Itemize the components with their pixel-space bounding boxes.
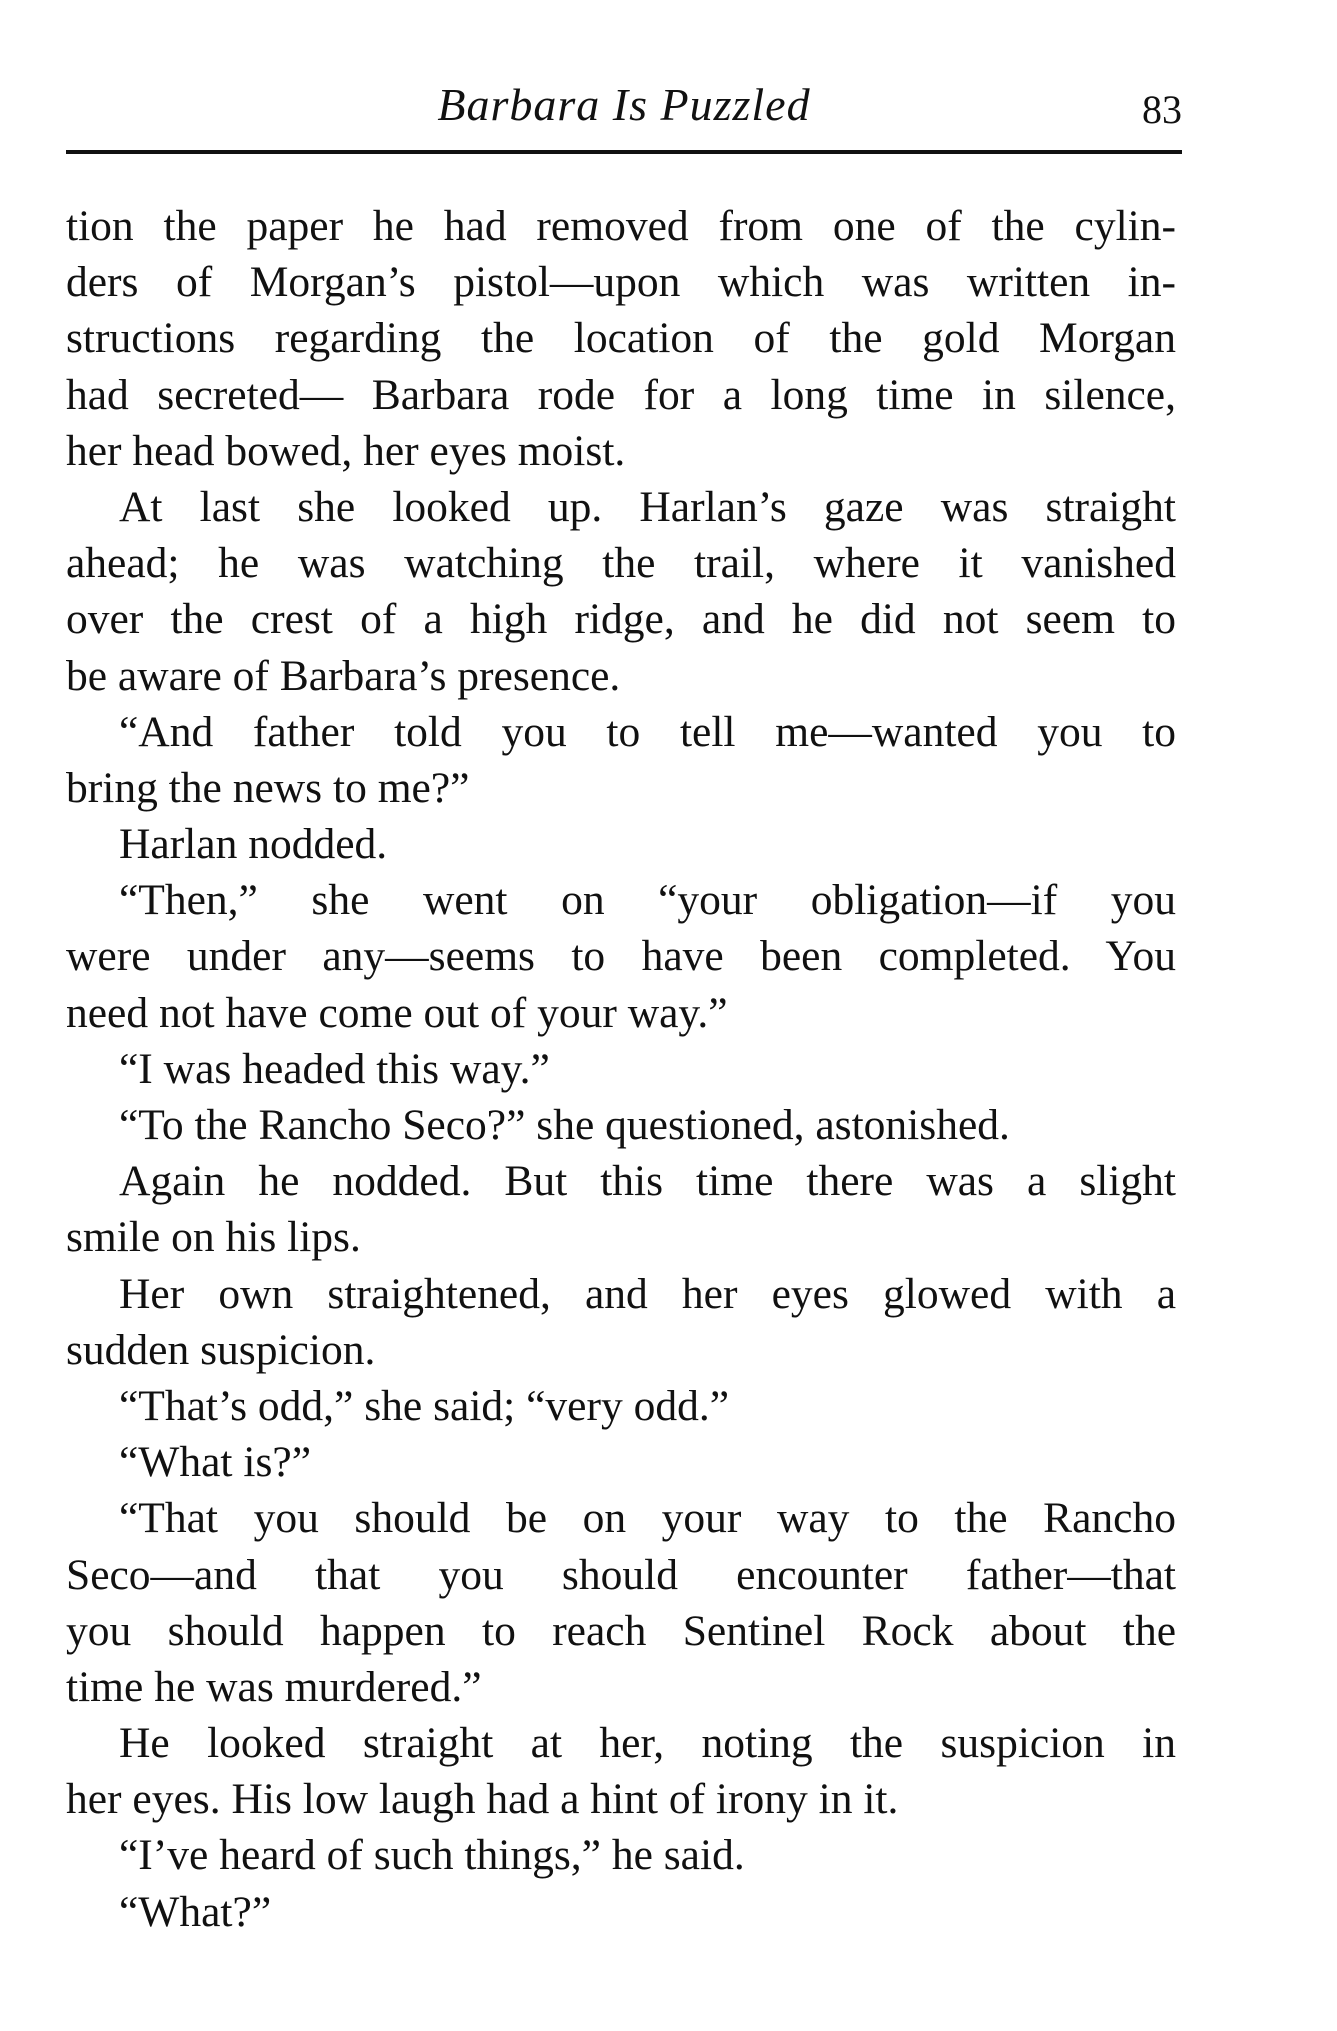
text-line: were under any—seems to have been completed. You [66,932,1176,981]
text-line: “That you should be on your way to the Rancho [119,1494,1176,1543]
text-line: her eyes. His low laugh had a hint of irony in it. [66,1775,899,1824]
text-line: “Then,” she went on “your obligation—if you [119,876,1176,925]
text-line: Seco—and that you should encounter father—that [66,1550,1176,1599]
text-line: over the crest of a high ridge, and he did not seem to [66,595,1176,644]
text-line: Again he nodded. But this time there was a slight [119,1157,1176,1206]
text-line: be aware of Barbara’s presence. [66,651,621,700]
body-text [66,198,1176,1940]
running-head [66,78,1182,138]
text-line: ahead; he was watching the trail, where it vanished [66,539,1176,588]
text-line: time he was murdered.” [66,1662,482,1711]
page-number: 83 [1142,87,1182,132]
text-line: ders of Morgan’s pistol—upon which was written in- [66,258,1176,307]
text-line: had secreted— Barbara rode for a long time in silence, [66,370,1176,419]
text-line: need not have come out of your way.” [66,988,728,1037]
text-line: He looked straight at her, noting the suspicion in [119,1719,1176,1768]
text-line: you should happen to reach Sentinel Rock about the [66,1606,1176,1655]
text-line: “What is?” [119,1438,312,1487]
text-line: tion the paper he had removed from one of the cylin- [66,202,1176,250]
text-line: her head bowed, her eyes moist. [66,426,626,475]
text-line: “To the Rancho Seco?” she questioned, astonished. [119,1101,1010,1149]
text-line: smile on his lips. [66,1213,361,1262]
text-line: “I’ve heard of such things,” he said. [119,1831,745,1880]
text-line: “That’s odd,” she said; “very odd.” [119,1381,730,1430]
text-line: “And father told you to tell me—wanted you to [119,707,1176,756]
text-line: Her own straightened, and her eyes glowed with a [119,1269,1176,1318]
text-line: “I was headed this way.” [119,1044,550,1093]
text-line: sudden suspicion. [66,1325,376,1374]
header-rule [66,150,1182,154]
text-line: At last she looked up. Harlan’s gaze was straight [119,482,1176,531]
text-line: Harlan nodded. [119,820,388,869]
text-line: bring the news to me?” [66,763,470,812]
running-title: Barbara Is Puzzled [437,79,811,130]
text-line: structions regarding the location of the gold Morgan [66,314,1176,363]
text-line: “What?” [119,1887,272,1936]
